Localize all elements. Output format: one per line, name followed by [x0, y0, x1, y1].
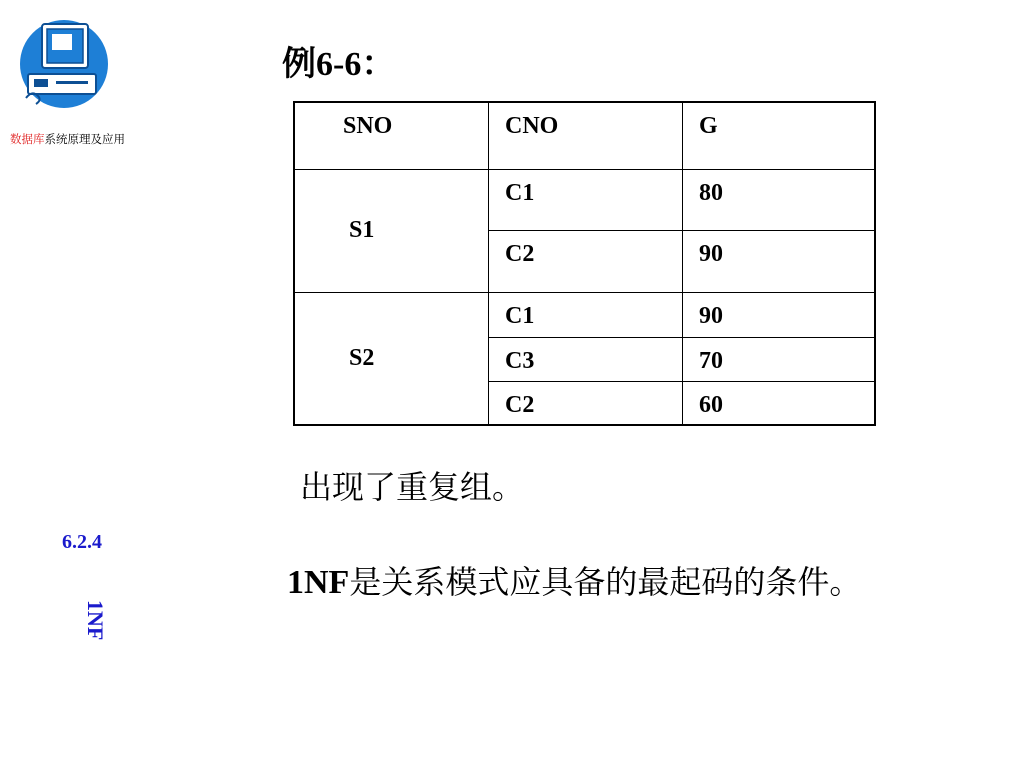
grade-cell: 90: [683, 230, 876, 292]
grade-cell: 70: [683, 337, 876, 381]
header-cell: SNO: [294, 102, 489, 169]
cno-cell: C3: [489, 337, 683, 381]
cno-cell: C1: [489, 292, 683, 337]
table-row: [294, 292, 875, 337]
example-title: 例6-6：: [282, 46, 396, 83]
statement-lead: 1NF: [287, 564, 350, 601]
brand-suffix: 系统原理及应用: [44, 132, 125, 146]
table-header-row: [294, 102, 875, 169]
course-brand: [10, 131, 125, 147]
computer-logo-icon: [16, 16, 112, 110]
grade-cell: 80: [683, 169, 876, 230]
grades-table: [293, 101, 876, 426]
grade-cell: 60: [683, 381, 876, 425]
statement-rest: 是关系模式应具备的最起码的条件。: [349, 563, 862, 601]
grade-cell: 90: [683, 292, 876, 337]
sno-cell: S1: [294, 169, 489, 292]
sno-cell: S2: [294, 292, 489, 425]
repeating-group-note: 出现了重复组。: [300, 468, 525, 506]
cno-cell: C2: [489, 230, 683, 292]
header-cell: CNO: [489, 102, 683, 169]
cno-cell: C1: [489, 169, 683, 230]
table-row: [294, 169, 875, 230]
section-number: 6.2.4: [62, 531, 102, 553]
brand-highlight: 数据库: [10, 132, 45, 146]
header-cell: G: [683, 102, 876, 169]
section-title: 1NF: [83, 600, 108, 641]
cno-cell: C2: [489, 381, 683, 425]
1nf-statement: [287, 557, 861, 603]
